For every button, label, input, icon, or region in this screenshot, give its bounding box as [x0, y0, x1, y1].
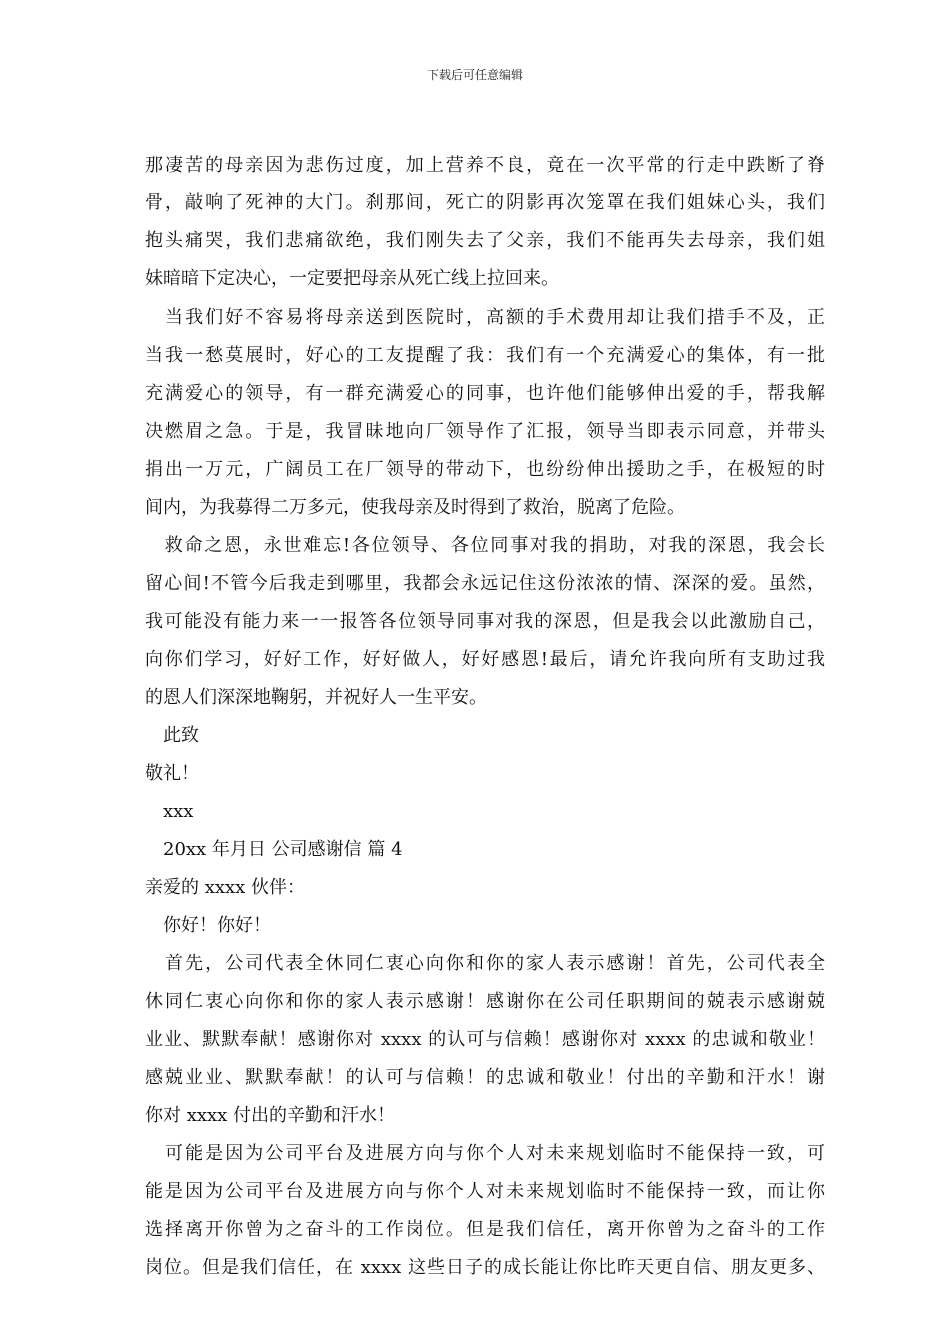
text-line: 岗位。但是我们信任，在 xxxx 这些日子的成长能让你比昨天更自信、朋友更多、 [145, 1257, 825, 1278]
text-line: 我可能没有能力来一一报答各位领导同事对我的深恩，但是我会以此激励自己， [145, 611, 825, 632]
page-header-note: 下载后可任意编辑 [426, 68, 523, 82]
text-line: 休同仁衷心向你和你的家人表示感谢！感谢你在公司任职期间的兢表示感谢兢 [145, 991, 825, 1012]
text-line: 当我一愁莫展时，好心的工友提醒了我：我们有一个充满爱心的集体，有一批 [145, 345, 825, 366]
text-line: 亲爱的 xxxx 伙伴： [145, 877, 306, 898]
text-line: 向你们学习，好好工作，好好做人，好好感恩!最后，请允许我向所有支助过我 [145, 649, 825, 670]
text-line: 骨，敲响了死神的大门。刹那间，死亡的阴影再次笼罩在我们姐妹心头，我们 [145, 192, 825, 213]
text-line: 20xx 年月日 公司感谢信 篇 4 [145, 839, 403, 860]
text-line: 敬礼！ [145, 763, 199, 784]
text-line: 当我们好不容易将母亲送到医院时，高额的手术费用却让我们措手不及，正 [145, 307, 825, 328]
text-line: 选择离开你曾为之奋斗的工作岗位。但是我们信任，离开你曾为之奋斗的工作 [145, 1219, 825, 1240]
text-line: 间内，为我募得二万多元，使我母亲及时得到了救治，脱离了危险。 [145, 497, 685, 518]
text-line: xxx [145, 801, 194, 822]
text-line: 业业、默默奉献！感谢你对 xxxx 的认可与信赖！感谢你对 xxxx 的忠诚和敬业！ [145, 1029, 825, 1050]
text-line: 抱头痛哭，我们悲痛欲绝，我们刚失去了父亲，我们不能再失去母亲，我们姐 [145, 230, 825, 251]
text-line: 那凄苦的母亲因为悲伤过度，加上营养不良，竟在一次平常的行走中跌断了脊 [145, 155, 825, 176]
text-line: 首先，公司代表全休同仁衷心向你和你的家人表示感谢！首先，公司代表全 [145, 953, 825, 974]
text-line: 救命之恩，永世难忘!各位领导、各位同事对我的捐助，对我的深恩，我会长 [145, 535, 825, 556]
text-line: 捐出一万元，广阔员工在厂领导的带动下，也纷纷伸出援助之手，在极短的时 [145, 459, 825, 480]
text-line: 留心间!不管今后我走到哪里，我都会永远记住这份浓浓的情、深深的爱。虽然， [145, 573, 825, 594]
text-line: 你好！你好！ [145, 915, 271, 936]
text-line: 妹暗暗下定决心，一定要把母亲从死亡线上拉回来。 [145, 268, 559, 289]
text-line: 感兢业业、默默奉献！的认可与信赖！的忠诚和敬业！付出的辛勤和汗水！谢 [145, 1067, 825, 1088]
text-line: 可能是因为公司平台及进展方向与你个人对未来规划临时不能保持一致，可 [145, 1143, 825, 1164]
text-line: 此致 [145, 725, 199, 746]
text-line: 你对 xxxx 付出的辛勤和汗水！ [145, 1105, 396, 1126]
text-line: 能是因为公司平台及进展方向与你个人对未来规划临时不能保持一致，而让你 [145, 1181, 825, 1202]
text-line: 决燃眉之急。于是，我冒昧地向厂领导作了汇报，领导当即表示同意，并带头 [145, 421, 825, 442]
text-line: 充满爱心的领导，有一群充满爱心的同事，也许他们能够伸出爱的手，帮我解 [145, 383, 825, 404]
text-line: 的恩人们深深地鞠躬，并祝好人一生平安。 [145, 687, 487, 708]
